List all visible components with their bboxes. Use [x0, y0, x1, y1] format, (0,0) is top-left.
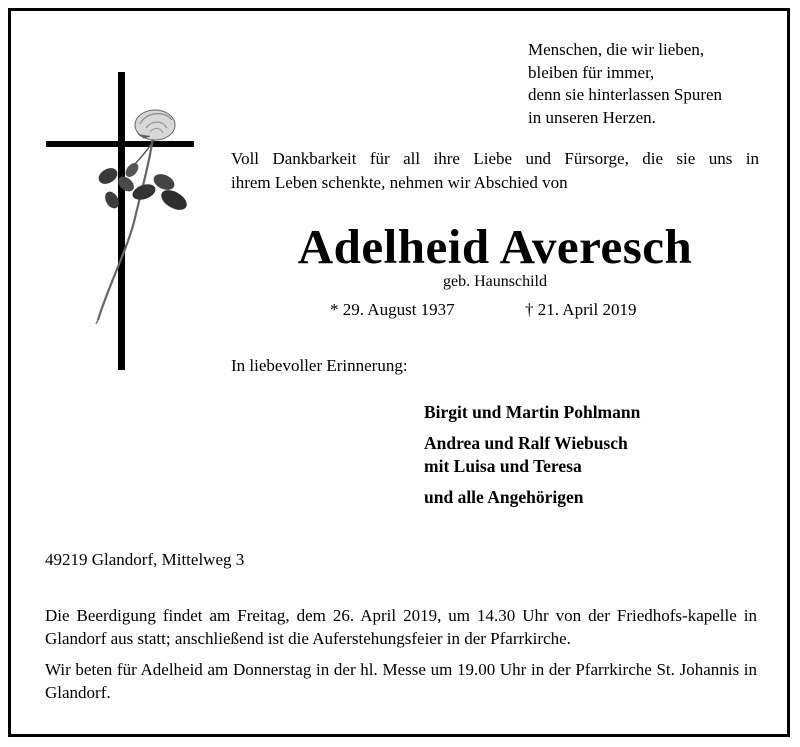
- cross-icon: [46, 72, 196, 372]
- family-member: mit Luisa und Teresa: [424, 456, 582, 476]
- birth-date: * 29. August 1937: [330, 300, 455, 319]
- death-date: † 21. April 2019: [525, 300, 637, 319]
- memory-label: In liebevoller Erinnerung:: [231, 356, 408, 375]
- funeral-info: Die Beerdigung findet am Freitag, dem 26. April 2019, um 14.30 Uhr von der Friedhofs-kapelle in Glandorf aus statt; anschließend ist die Auferstehungsfeier in der Pfarrkirche.: [45, 606, 757, 648]
- family-member: Birgit und Martin Pohlmann: [424, 402, 641, 422]
- poem-line: bleiben für immer,: [528, 62, 655, 82]
- intro-line: ihrem Leben schenkte, nehmen wir Abschied von: [231, 173, 568, 192]
- address: 49219 Glandorf, Mittelweg 3: [45, 550, 245, 569]
- prayer-info: Wir beten für Adelheid am Donnerstag in der hl. Messe um 19.00 Uhr in der Pfarrkirche St. Johannis in Glandorf.: [45, 660, 757, 702]
- poem: [528, 39, 722, 129]
- family-member: Andrea und Ralf Wiebusch: [424, 433, 628, 453]
- maiden-name: geb. Haunschild: [443, 273, 547, 290]
- deceased-name: Adelheid Averesch: [297, 219, 693, 274]
- intro-text: [231, 147, 759, 195]
- poem-line: in unseren Herzen.: [528, 107, 656, 127]
- poem-line: denn sie hinterlassen Spuren: [528, 85, 723, 105]
- family-member: und alle Angehörigen: [424, 487, 584, 507]
- intro-line: Voll Dankbarkeit für all ihre Liebe und Fürsorge, die sie uns in: [231, 149, 759, 168]
- poem-line: Menschen, die wir lieben,: [528, 40, 705, 59]
